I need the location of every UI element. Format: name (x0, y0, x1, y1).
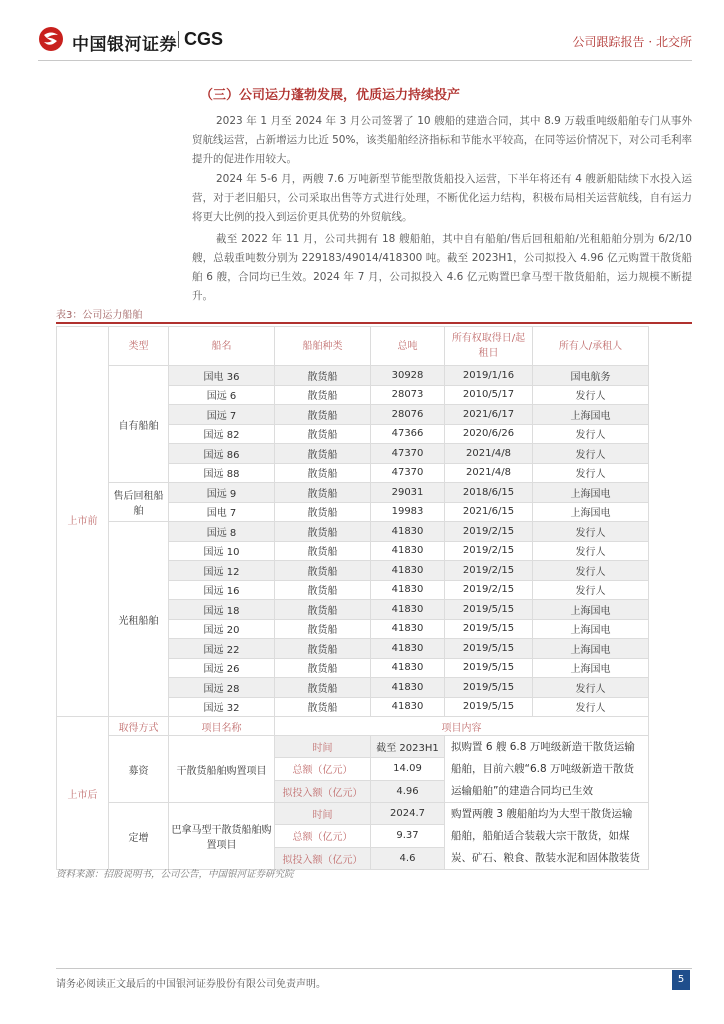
phase-after-cell: 上市后 (57, 717, 109, 870)
cell-owner: 上海国电 (533, 639, 649, 659)
group-cell: 自有船舶 (109, 366, 169, 483)
label-total: 总额（亿元） (275, 758, 371, 780)
cell-owner: 国电航务 (533, 366, 649, 386)
group-cell: 售后回租船舶 (109, 483, 169, 522)
cell-name: 国远 8 (169, 522, 275, 542)
group-cell: 光租船舶 (109, 522, 169, 717)
cell-date: 2019/5/15 (445, 619, 533, 639)
content-cell: 拟购置 6 艘 6.8 万吨级新造干散货运输船舶，目前六艘“6.8 万吨级新造干散货运输船舶”的建造合同均已生效 (445, 736, 649, 803)
cell-date: 2010/5/17 (445, 385, 533, 405)
cell-owner: 上海国电 (533, 658, 649, 678)
source-note: 资料来源：招股说明书，公司公告，中国银河证券研究院 (56, 869, 294, 880)
value-plan: 4.6 (371, 847, 445, 869)
cell-date: 2019/5/15 (445, 678, 533, 698)
cell-owner: 上海国电 (533, 483, 649, 503)
label-plan: 拟投入额（亿元） (275, 780, 371, 802)
cell-date: 2019/2/15 (445, 561, 533, 581)
cell-date: 2019/2/15 (445, 541, 533, 561)
cell-ton: 47366 (371, 424, 445, 444)
cell-kind: 散货船 (275, 600, 371, 620)
logo-text: 中国银河证券 (72, 35, 177, 55)
cell-kind: 散货船 (275, 639, 371, 659)
cell-owner: 发行人 (533, 463, 649, 483)
cell-kind: 散货船 (275, 541, 371, 561)
header-owner: 所有人/承租人 (533, 327, 649, 366)
cell-date: 2019/5/15 (445, 658, 533, 678)
cell-owner: 发行人 (533, 697, 649, 717)
cell-kind: 散货船 (275, 385, 371, 405)
cell-name: 国远 28 (169, 678, 275, 698)
cell-owner: 发行人 (533, 522, 649, 542)
value-total: 9.37 (371, 825, 445, 847)
table-row (57, 366, 649, 386)
page-header (0, 0, 724, 70)
method-cell: 募资 (109, 736, 169, 803)
label-time: 时间 (275, 803, 371, 825)
cell-owner: 发行人 (533, 561, 649, 581)
project-cell: 巴拿马型干散货船舶购置项目 (169, 803, 275, 870)
cell-kind: 散货船 (275, 678, 371, 698)
cell-name: 国远 16 (169, 580, 275, 600)
cell-ton: 41830 (371, 697, 445, 717)
cell-ton: 41830 (371, 658, 445, 678)
cell-name: 国远 20 (169, 619, 275, 639)
method-cell: 定增 (109, 803, 169, 870)
sub-row (57, 803, 649, 825)
cell-date: 2019/1/16 (445, 366, 533, 386)
report-type: 公司跟踪报告 · 北交所 (572, 35, 692, 49)
table-top-rule (56, 322, 692, 324)
cell-kind: 散货船 (275, 658, 371, 678)
cell-owner: 发行人 (533, 541, 649, 561)
value-plan: 4.96 (371, 780, 445, 802)
cell-name: 国电 36 (169, 366, 275, 386)
cell-ton: 41830 (371, 600, 445, 620)
cell-ton: 29031 (371, 483, 445, 503)
cell-date: 2021/6/17 (445, 405, 533, 425)
footer-divider (56, 968, 692, 969)
header-type: 类型 (109, 327, 169, 366)
cell-kind: 散货船 (275, 366, 371, 386)
cell-name: 国远 12 (169, 561, 275, 581)
cell-ton: 28073 (371, 385, 445, 405)
paragraph-2: 2024 年 5-6 月，两艘 7.6 万吨新型节能型散货船投入运营，下半年将还有 4 艘新船陆续下水投入运营，对于老旧船只，公司采取出售等方式进行处理，不断优化运力结构，积极布局相关运营航线，自有运力将更大比例的投入到运价更具优势的外贸航线。 (192, 173, 692, 223)
project-cell: 干散货船舶购置项目 (169, 736, 275, 803)
label-total: 总额（亿元） (275, 825, 371, 847)
cell-ton: 41830 (371, 639, 445, 659)
cell-owner: 发行人 (533, 580, 649, 600)
table-row (57, 522, 649, 542)
page-number: 5 (672, 970, 690, 990)
cell-kind: 散货船 (275, 424, 371, 444)
table-title: 表3：公司运力船舶 (56, 310, 143, 321)
value-time: 2024.7 (371, 803, 445, 825)
cell-kind: 散货船 (275, 580, 371, 600)
header-name: 船名 (169, 327, 275, 366)
header-kind: 船舶种类 (275, 327, 371, 366)
cell-date: 2019/5/15 (445, 600, 533, 620)
cell-ton: 41830 (371, 522, 445, 542)
table-row (57, 483, 649, 503)
cell-kind: 散货船 (275, 444, 371, 464)
cell-name: 国远 88 (169, 463, 275, 483)
header-date: 所有权取得日/起租日 (445, 327, 533, 366)
cell-kind: 散货船 (275, 697, 371, 717)
value-time: 截至 2023H1 (371, 736, 445, 758)
fleet-table (56, 326, 649, 717)
section-title: （三）公司运力蓬勃发展，优质运力持续投产 (200, 88, 461, 103)
cell-date: 2021/6/15 (445, 502, 533, 522)
cell-ton: 41830 (371, 541, 445, 561)
cell-date: 2019/2/15 (445, 522, 533, 542)
cell-name: 国远 6 (169, 385, 275, 405)
cell-kind: 散货船 (275, 522, 371, 542)
cell-owner: 上海国电 (533, 619, 649, 639)
cell-name: 国远 26 (169, 658, 275, 678)
cell-name: 国远 32 (169, 697, 275, 717)
cell-owner: 上海国电 (533, 502, 649, 522)
phase-cell: 上市前 (57, 327, 109, 717)
cell-name: 国远 9 (169, 483, 275, 503)
cell-kind: 散货船 (275, 561, 371, 581)
cell-owner: 上海国电 (533, 405, 649, 425)
post-listing-table (56, 716, 649, 870)
paragraph-3: 截至 2022 年 11 月，公司共拥有 18 艘船舶，其中自有船舶/售后回租船舶/光租船舶分别为 6/2/10 艘，总载重吨数分别为 229183/49014/418300 吨。截至 2023H1，公司拟投入 4.96 亿元购置干散货船舶 6 艘，合同均已生效。2024 年 7 月，公司拟投入 4.6 亿元购置巴拿马型干散货船舶，运力规模不断提升。 (192, 233, 692, 302)
cell-date: 2021/4/8 (445, 444, 533, 464)
cell-kind: 散货船 (275, 502, 371, 522)
cell-name: 国远 18 (169, 600, 275, 620)
sub-header-content: 项目内容 (275, 717, 649, 736)
cell-date: 2019/2/15 (445, 580, 533, 600)
logo-cgs: CGS (184, 29, 224, 49)
cell-owner: 发行人 (533, 444, 649, 464)
cell-ton: 47370 (371, 444, 445, 464)
cell-owner: 发行人 (533, 385, 649, 405)
sub-header-method: 取得方式 (109, 717, 169, 736)
footer-disclaimer: 请务必阅读正文最后的中国银河证券股份有限公司免责声明。 (56, 979, 326, 990)
table-header-row (57, 327, 649, 366)
cell-name: 国远 7 (169, 405, 275, 425)
cell-name: 国远 86 (169, 444, 275, 464)
cell-ton: 41830 (371, 561, 445, 581)
cell-ton: 41830 (371, 678, 445, 698)
cell-kind: 散货船 (275, 619, 371, 639)
sub-row (57, 736, 649, 758)
cell-ton: 19983 (371, 502, 445, 522)
cell-date: 2019/5/15 (445, 639, 533, 659)
label-plan: 拟投入额（亿元） (275, 847, 371, 869)
header-tonnage: 总吨 (371, 327, 445, 366)
cell-name: 国远 82 (169, 424, 275, 444)
cell-ton: 41830 (371, 580, 445, 600)
cell-kind: 散货船 (275, 463, 371, 483)
cell-owner: 发行人 (533, 424, 649, 444)
cell-kind: 散货船 (275, 405, 371, 425)
sub-header-row (57, 717, 649, 736)
cell-ton: 30928 (371, 366, 445, 386)
company-logo-icon (38, 26, 64, 52)
logo-separator (178, 31, 179, 48)
content-cell: 购置两艘 3 艘船舶均为大型干散货运输船舶，船舶适合装载大宗干散货，如煤炭、矿石、粮食、散装水泥和固体散装货 (445, 803, 649, 870)
sub-header-project: 项目名称 (169, 717, 275, 736)
cell-date: 2021/4/8 (445, 463, 533, 483)
cell-ton: 47370 (371, 463, 445, 483)
value-total: 14.09 (371, 758, 445, 780)
cell-name: 国远 22 (169, 639, 275, 659)
cell-date: 2020/6/26 (445, 424, 533, 444)
cell-date: 2019/5/15 (445, 697, 533, 717)
cell-name: 国远 10 (169, 541, 275, 561)
cell-date: 2018/6/15 (445, 483, 533, 503)
cell-owner: 上海国电 (533, 600, 649, 620)
label-time: 时间 (275, 736, 371, 758)
cell-ton: 41830 (371, 619, 445, 639)
cell-owner: 发行人 (533, 678, 649, 698)
cell-kind: 散货船 (275, 483, 371, 503)
cell-ton: 28076 (371, 405, 445, 425)
cell-name: 国电 7 (169, 502, 275, 522)
paragraph-1: 2023 年 1 月至 2024 年 3 月公司签署了 10 艘船的建造合同，其中 8.9 万载重吨级船舶专门从事外贸航线运营，占新增运力比近 50%，该类船舶经济指标和节能水平较高，在同等运价情况下，对公司毛利率提升的促进作用较大。 (192, 115, 692, 165)
header-divider (38, 60, 692, 61)
